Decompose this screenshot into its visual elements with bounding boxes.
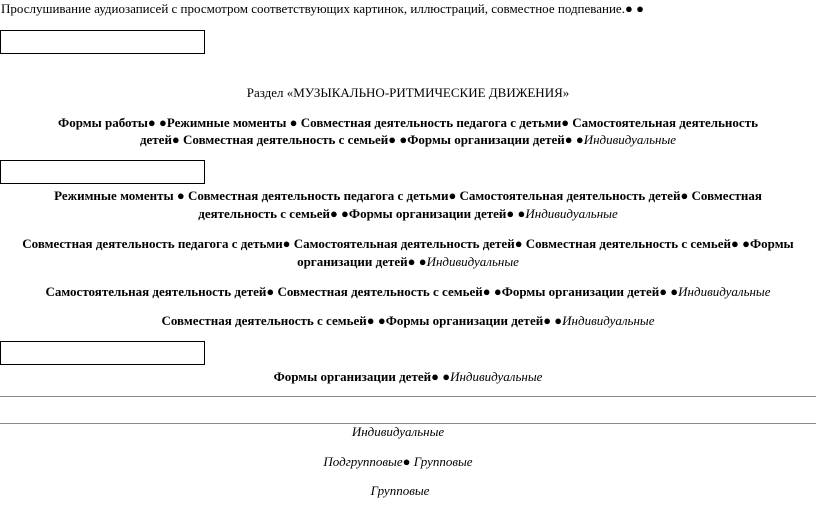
intro-text (1, 1, 644, 17)
block-1-line-1: Формы работы● ●Режимные моменты ● Совместная деятельность педагога с детьми● Самостоятельная деятельность (58, 115, 758, 130)
divider-1 (0, 396, 816, 397)
block-2-line-1: Режимные моменты ● Совместная деятельность педагога с детьми● Самостоятельная деятельность детей● Совместная (54, 188, 762, 203)
block-4-italic: Индивидуальные (678, 284, 771, 299)
intro-bullets: ● ● (624, 1, 644, 16)
block-6-italic: Индивидуальные (450, 369, 543, 384)
type-subgroup: Подгрупповые (323, 454, 403, 469)
block-1-line-2-italic: Индивидуальные (583, 132, 677, 147)
block-6-bold: Формы организации детей● ● (273, 369, 451, 384)
block-5-line (0, 313, 816, 329)
intro-sentence: Прослушивание аудиозаписей с просмотром соответствующих картинок, иллюстраций, совместное подпевание. (1, 1, 625, 16)
type-individual: Индивидуальные (351, 424, 445, 439)
type-bullet: ● (402, 454, 411, 469)
section-title: Раздел «МУЗЫКАЛЬНО-РИТМИЧЕСКИЕ ДВИЖЕНИЯ» (246, 85, 570, 100)
block-5-bold: Совместная деятельность с семьей● ●Формы организации детей● ● (161, 313, 563, 328)
block-3-line-1: Совместная деятельность педагога с детьми● Самостоятельная деятельность детей● Совместная деятельность с семьей● ●Формы (22, 236, 794, 251)
block-4-line (0, 284, 816, 300)
block-4-bold: Самостоятельная деятельность детей● Совместная деятельность с семьей● ●Формы организации детей● ● (45, 284, 679, 299)
type-group: Групповые (370, 483, 430, 498)
block-2-line-2 (0, 206, 816, 222)
type-subgroup-group (0, 454, 806, 470)
block-3-line-2-italic: Индивидуальные (426, 254, 519, 269)
block-1-line-2-bold: детей● Совместная деятельность с семьей● ●Формы организации детей● ● (139, 132, 584, 147)
empty-field-1[interactable] (0, 30, 205, 54)
block-1-line-2 (0, 132, 816, 148)
block-6-line (0, 369, 816, 385)
empty-field-2[interactable] (0, 160, 205, 184)
empty-field-3[interactable] (0, 341, 205, 365)
block-3-line-2 (0, 254, 816, 270)
block-3-line-2-bold: организации детей● ● (297, 254, 427, 269)
block-2-line-2-italic: Индивидуальные (525, 206, 618, 221)
block-5-italic: Индивидуальные (562, 313, 655, 328)
block-2-line-2-bold: деятельность с семьей● ●Формы организации детей● ● (198, 206, 526, 221)
type-group-after: Групповые (410, 454, 473, 469)
